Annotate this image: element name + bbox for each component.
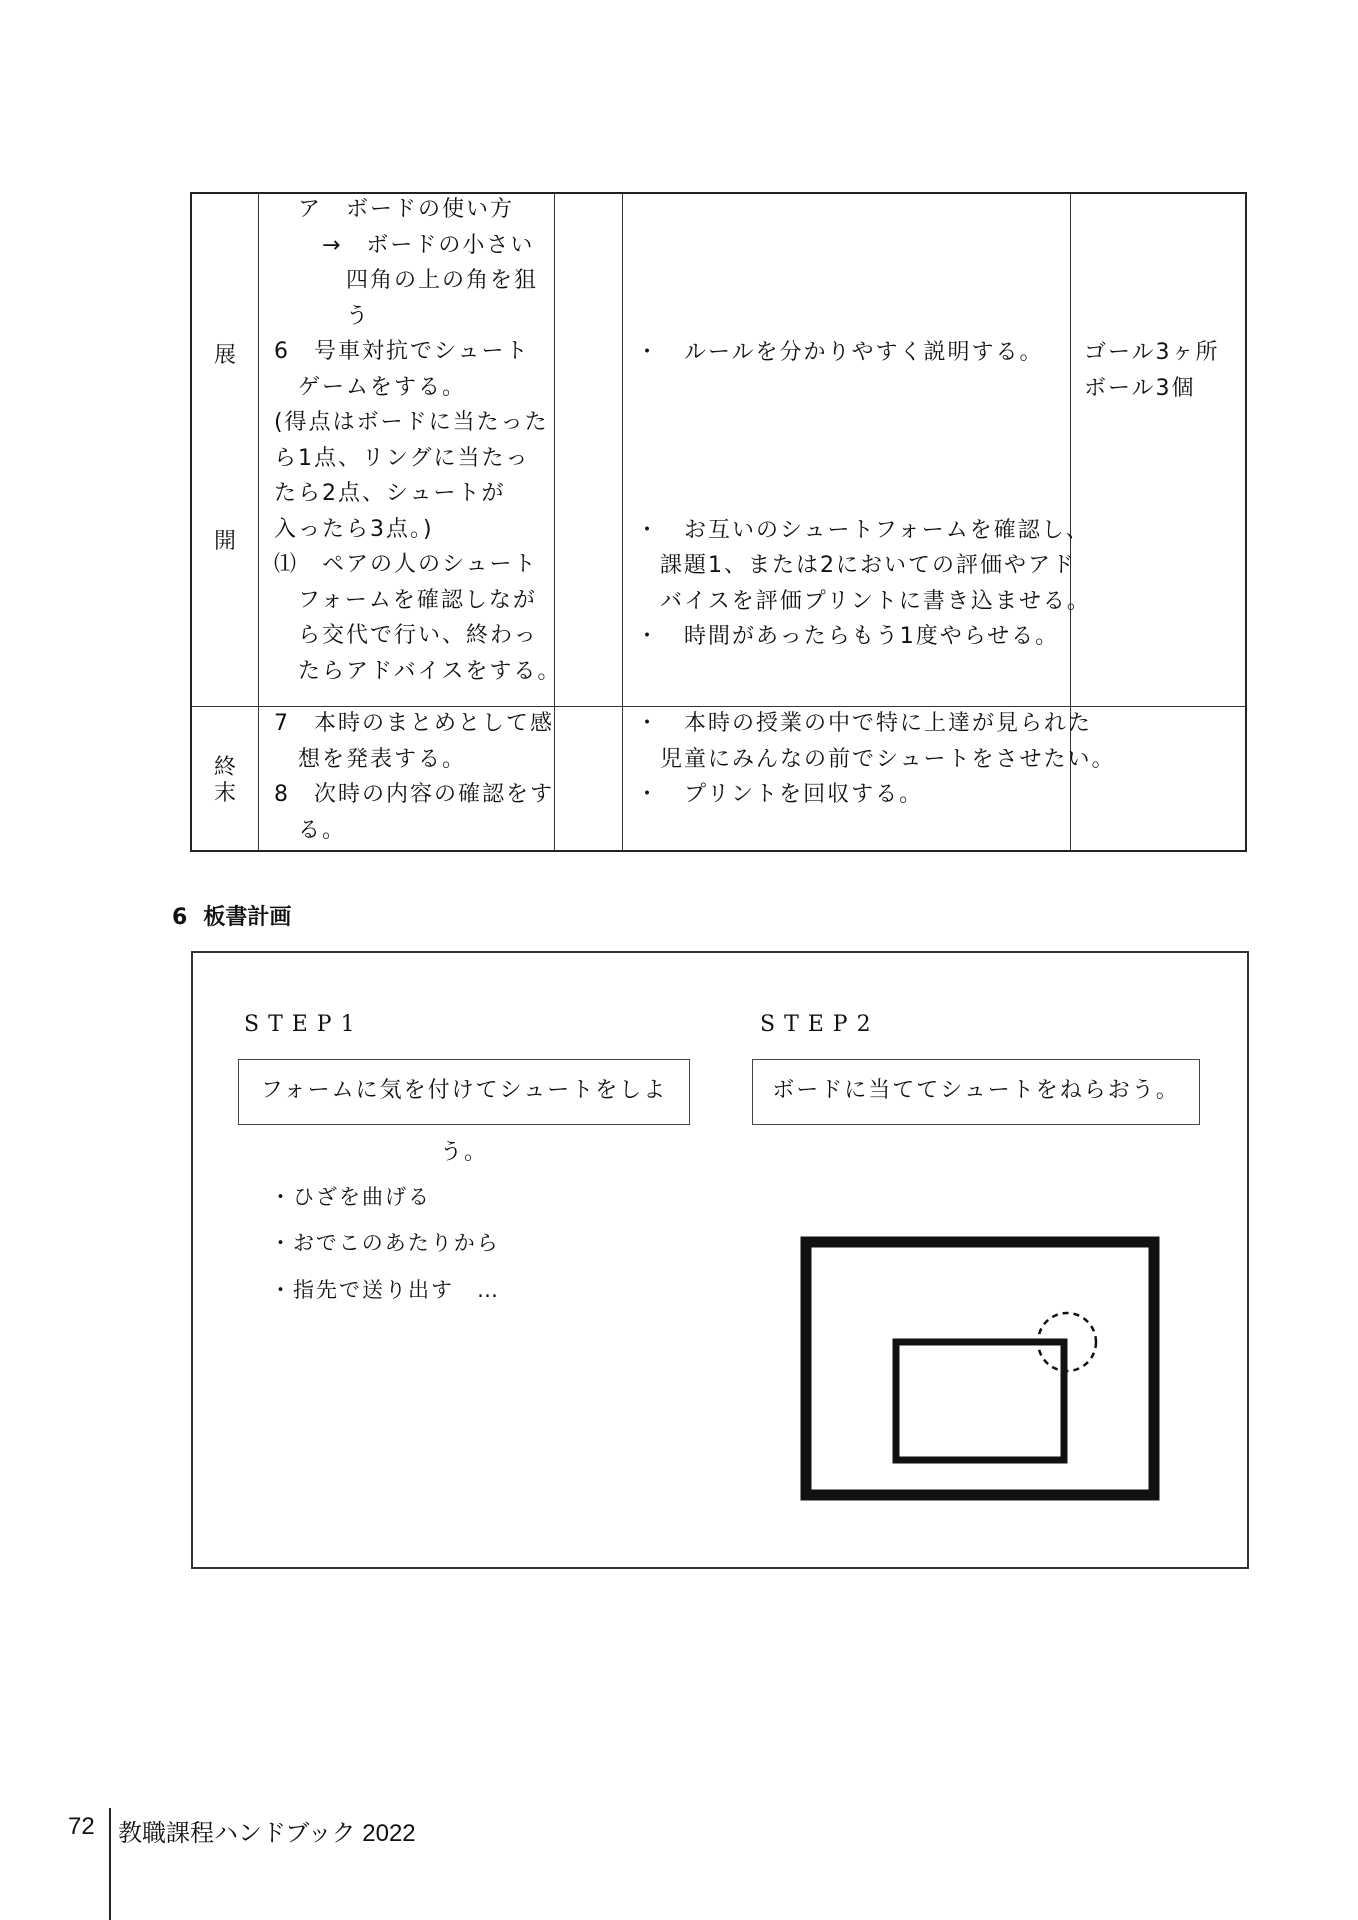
step1-goal-box: フォームに気を付けてシュートをしよう。: [238, 1059, 690, 1125]
page-number: 72: [68, 1813, 95, 1840]
step2-goal-box: ボードに当ててシュートをねらおう。: [752, 1059, 1200, 1125]
teacher-support-shumatsu: ・ 本時の授業の中で特に上達が見られた 児童にみんなの前でシュートをさせたい。 ・ プリントを回収する。: [636, 711, 1116, 807]
backboard-target-square: [896, 1342, 1064, 1460]
column-divider: [622, 194, 623, 850]
footer-divider: [109, 1808, 111, 1920]
teacher-support-tenkai: ・ ルールを分かりやすく説明する。 ・ お互いのシュートフォームを確認し、 課題1、または2においての評価やアド バイスを評価プリントに書き込ませる。 ・ 時間があったらもう1度やらせる。: [636, 340, 1091, 649]
step1-bullet: ・指先で送り出す …: [270, 1278, 500, 1302]
stage-label-shu: 終: [213, 755, 236, 780]
column-divider: [258, 194, 259, 850]
section-heading: [172, 900, 291, 931]
stage-label-ten: 展: [213, 343, 236, 368]
learning-activities-shumatsu: 7 本時のまとめとして感 想を発表する。 8 次時の内容の確認をす る。: [274, 711, 554, 843]
step1-bullet: ・おでこのあたりから: [270, 1231, 500, 1255]
backboard-diagram: [795, 1234, 1165, 1510]
step1-label: STEP1: [244, 1012, 364, 1037]
section-title: 板書計画: [203, 905, 292, 930]
section-number: 6: [172, 905, 188, 930]
materials-tenkai: ゴール3ヶ所 ボール3個: [1084, 340, 1220, 401]
lesson-plan-table: [190, 192, 1247, 852]
stage-label-matsu: 末: [213, 781, 236, 806]
footer-title: 教職課程ハンドブック 2022: [118, 1820, 416, 1847]
step2-label: STEP2: [760, 1012, 880, 1037]
learning-activities-tenkai: ア ボードの使い方 → ボードの小さい 四角の上の角を狙 う 6 号車対抗でシュート ゲームをする。 (得点はボードに当たった ら1点、リングに当たっ たら2点、シュートが 入ったら3点。) ⑴ ペアの人のシュート フォームを確認しなが ら交代で行い、終わっ たらアドバイスをする。: [274, 197, 562, 684]
stage-label-kai: 開: [213, 529, 236, 554]
step1-bullet: ・ひざを曲げる: [270, 1185, 431, 1209]
